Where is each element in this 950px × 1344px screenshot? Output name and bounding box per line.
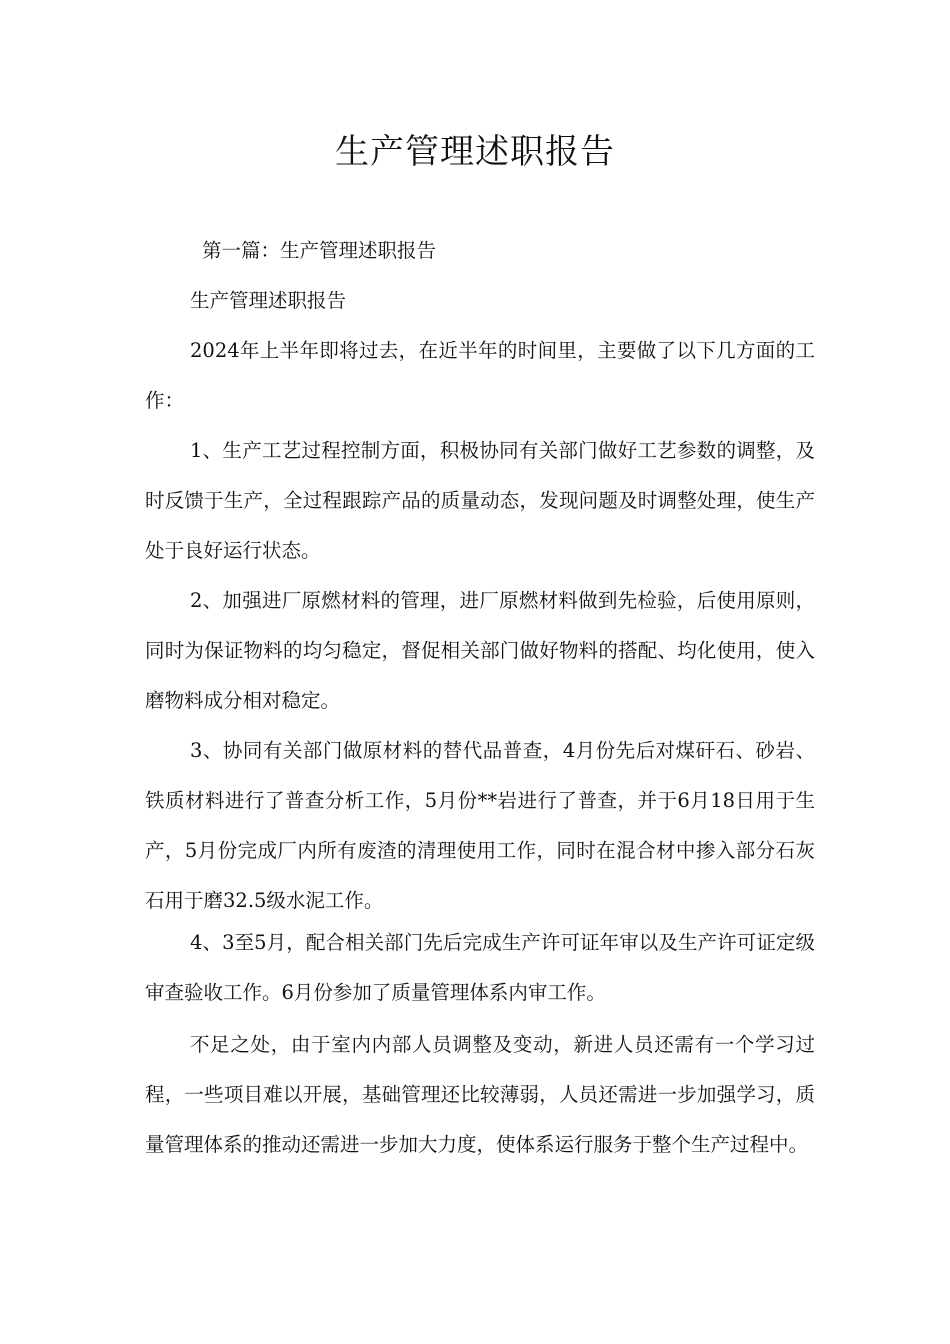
document-title: 生产管理述职报告 bbox=[335, 132, 615, 172]
section-heading: 生产管理述职报告 bbox=[190, 289, 347, 312]
paragraph-intro: 2024年上半年即将过去，在近半年的时间里，主要做了以下几方面的工作： bbox=[145, 339, 815, 412]
paragraph-item-3: 3、协同有关部门做原材料的替代品普查，4月份先后对煤矸石、砂岩、铁质材料进行了普查分析工作，5月份**岩进行了普查，并于6月18日用于生产，5月份完成厂内所有废渣的清理使用工作，同时在混合材中掺入部分石灰石用于磨32.5级水泥工作。 bbox=[145, 739, 815, 912]
paragraph-shortcomings: 不足之处，由于室内内部人员调整及变动，新进人员还需有一个学习过程，一些项目难以开展，基础管理还比较薄弱，人员还需进一步加强学习，质量管理体系的推动还需进一步加大力度，使体系运行服务于整个生产过程中。 bbox=[145, 1033, 815, 1156]
paragraph-item-2: 2、加强进厂原燃材料的管理，进厂原燃材料做到先检验，后使用原则，同时为保证物料的均匀稳定，督促相关部门做好物料的搭配、均化使用，使入磨物料成分相对稳定。 bbox=[145, 589, 815, 712]
paragraph-item-4: 4、3至5月，配合相关部门先后完成生产许可证年审以及生产许可证定级审查验收工作。6月份参加了质量管理体系内审工作。 bbox=[145, 931, 815, 1004]
chapter-heading: 第一篇：生产管理述职报告 bbox=[202, 239, 437, 262]
paragraph-item-1: 1、生产工艺过程控制方面，积极协同有关部门做好工艺参数的调整，及时反馈于生产，全过程跟踪产品的质量动态，发现问题及时调整处理，使生产处于良好运行状态。 bbox=[145, 439, 815, 562]
